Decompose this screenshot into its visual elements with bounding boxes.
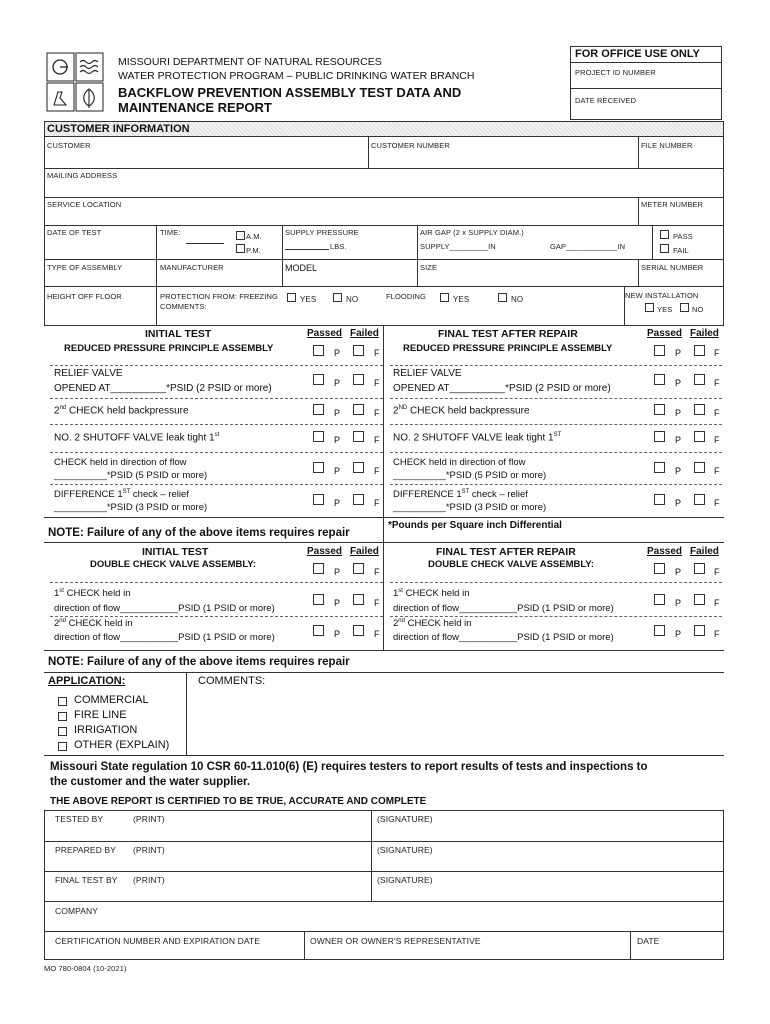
rp-assembly-heading-initial: REDUCED PRESSURE PRINCIPLE ASSEMBLY — [64, 343, 274, 354]
project-id-label: PROJECT ID NUMBER — [575, 68, 656, 77]
pm-label: P.M. — [246, 246, 261, 255]
new-installation-label: NEW INSTALLATION — [625, 291, 699, 300]
p-label: P — [334, 378, 341, 388]
protection-comments-label: COMMENTS: — [160, 302, 207, 311]
dc-second-final-pass-checkbox[interactable] — [654, 625, 665, 636]
f-label: F — [714, 567, 720, 577]
serial-number-label: SERIAL NUMBER — [641, 263, 704, 272]
pounds-note: *Pounds per Square inch Differential — [388, 520, 562, 531]
check-direction-initial-pass-checkbox[interactable] — [313, 462, 324, 473]
p-label: P — [334, 598, 341, 608]
difference-final-fail-checkbox[interactable] — [694, 494, 705, 505]
ordinal-number: 2 — [54, 618, 60, 630]
rp-failed-heading-final: Failed — [690, 328, 719, 339]
tested-by-print-label: (PRINT) — [133, 814, 165, 824]
p-label: P — [675, 629, 682, 639]
psid5-final: __________*PSID (5 PSID or more) — [393, 470, 547, 481]
customer-field[interactable] — [45, 150, 367, 167]
dc-direction2-final: direction of flow___________PSID (1 PSID or more) — [393, 632, 614, 643]
shutoff-final-pass-checkbox[interactable] — [654, 431, 665, 442]
ordinal-number: 2 — [393, 618, 399, 630]
final-test-by-signature-label: (SIGNATURE) — [377, 875, 433, 885]
f-label: F — [374, 435, 380, 445]
p-label: P — [334, 435, 341, 445]
rp-passed-heading-final: Passed — [647, 328, 683, 339]
difference-text: DIFFERENCE 1 — [54, 489, 123, 501]
freezing-yes-label: YES — [300, 295, 317, 304]
difference-initial — [54, 489, 189, 500]
p-label: P — [334, 348, 341, 358]
application-comments-label: COMMENTS: — [198, 675, 266, 687]
ordinal-number: 1 — [54, 588, 60, 600]
application-comments-field[interactable] — [188, 690, 722, 753]
psid3-final: __________*PSID (3 PSID or more) — [393, 502, 547, 513]
am-checkbox[interactable] — [236, 231, 245, 240]
flooding-yes-label: YES — [453, 295, 470, 304]
department-name: MISSOURI DEPARTMENT OF NATURAL RESOURCES — [118, 56, 382, 68]
manufacturer-label: MANUFACTURER — [160, 263, 224, 272]
shutoff-initial-fail-checkbox[interactable] — [353, 431, 364, 442]
dc-failed-heading-initial: Failed — [350, 546, 379, 557]
dc-assembly-heading-final: DOUBLE CHECK VALVE ASSEMBLY: — [428, 559, 595, 570]
p-label: P — [675, 598, 682, 608]
regulation-line1: Missouri State regulation 10 CSR 60-11.010(6) (E) requires testers to report results of tests and inspections to — [50, 761, 648, 773]
p-label: P — [334, 498, 341, 508]
check-text: CHECK held in — [405, 588, 470, 600]
f-label: F — [374, 498, 380, 508]
p-label: P — [675, 348, 682, 358]
relief-valve-initial: RELIEF VALVE — [54, 368, 123, 379]
fire-line-label: FIRE LINE — [74, 709, 127, 721]
airgap-fail-checkbox[interactable] — [660, 244, 669, 253]
ordinal-suffix: ND — [398, 405, 408, 411]
dc-second-initial-pass-checkbox[interactable] — [313, 625, 324, 636]
difference-initial-fail-checkbox[interactable] — [353, 494, 364, 505]
dc-initial-header-fail-checkbox[interactable] — [353, 563, 364, 574]
final-test-by-label: FINAL TEST BY — [55, 875, 118, 885]
program-name: WATER PROTECTION PROGRAM – PUBLIC DRINKING WATER BRANCH — [118, 70, 475, 82]
second-check-text: CHECK held backpressure — [69, 405, 189, 417]
flooding-no-label: NO — [511, 295, 524, 304]
rp-final-header-pass-checkbox[interactable] — [654, 345, 665, 356]
irrigation-label: IRRIGATION — [74, 724, 138, 736]
customer-label: CUSTOMER — [47, 141, 91, 150]
customer-info-heading: CUSTOMER INFORMATION — [47, 123, 190, 135]
shutoff-text: NO. 2 SHUTOFF VALVE leak tight 1 — [54, 432, 215, 444]
tested-by-label: TESTED BY — [55, 814, 104, 824]
difference-final-pass-checkbox[interactable] — [654, 494, 665, 505]
form-title-line2: MAINTENANCE REPORT — [118, 100, 272, 115]
check-text: CHECK held in — [66, 588, 131, 600]
second-check-initial-fail-checkbox[interactable] — [353, 404, 364, 415]
ordinal-suffix: ST — [461, 489, 470, 495]
p-label: P — [334, 567, 341, 577]
dnr-logo — [46, 52, 104, 112]
rp-assembly-heading-final: REDUCED PRESSURE PRINCIPLE ASSEMBLY — [403, 343, 613, 354]
fire-line-checkbox[interactable] — [58, 712, 67, 721]
new-install-no-label: NO — [692, 305, 704, 314]
new-install-yes-checkbox[interactable] — [645, 303, 654, 312]
shutoff-initial-pass-checkbox[interactable] — [313, 431, 324, 442]
rp-initial-header-fail-checkbox[interactable] — [353, 345, 364, 356]
time-label: TIME: — [160, 228, 181, 237]
difference-initial-pass-checkbox[interactable] — [313, 494, 324, 505]
commercial-checkbox[interactable] — [58, 697, 67, 706]
p-label: P — [675, 408, 682, 418]
prepared-by-signature-label: (SIGNATURE) — [377, 845, 433, 855]
cert-number-label: CERTIFICATION NUMBER AND EXPIRATION DATE — [55, 936, 261, 946]
customer-number-label: CUSTOMER NUMBER — [371, 141, 450, 150]
rp-final-header-fail-checkbox[interactable] — [694, 345, 705, 356]
f-label: F — [374, 567, 380, 577]
dc-first-check-initial — [54, 588, 131, 599]
supply-pressure-label: SUPPLY PRESSURE — [285, 228, 359, 237]
difference-rest: check – relief — [469, 489, 528, 501]
second-check-initial — [54, 405, 189, 416]
shutoff-initial — [54, 432, 219, 443]
freezing-yes-checkbox[interactable] — [287, 293, 296, 302]
difference-rest: check – relief — [130, 489, 189, 501]
ordinal-number: 2 — [393, 405, 399, 417]
rp-repair-note: NOTE: Failure of any of the above items requires repair — [48, 527, 350, 539]
rp-final-test-heading: FINAL TEST AFTER REPAIR — [438, 328, 578, 340]
dc-final-test-heading: FINAL TEST AFTER REPAIR — [436, 546, 576, 558]
ordinal-suffix: st — [59, 588, 64, 594]
p-label: P — [675, 498, 682, 508]
model-label: MODEL — [285, 263, 318, 273]
ordinal-suffix: st — [398, 588, 403, 594]
ordinal-suffix: nd — [59, 618, 66, 624]
dc-second-final-fail-checkbox[interactable] — [694, 625, 705, 636]
ordinal-number: 1 — [393, 588, 399, 600]
second-check-text: CHECK held backpressure — [410, 405, 530, 417]
dc-failed-heading-final: Failed — [690, 546, 719, 557]
height-off-floor-label: HEIGHT OFF FLOOR — [47, 292, 122, 301]
final-test-by-field[interactable] — [46, 886, 369, 900]
flooding-yes-checkbox[interactable] — [440, 293, 449, 302]
tested-by-signature-label: (SIGNATURE) — [377, 814, 433, 824]
f-label: F — [374, 466, 380, 476]
other-checkbox[interactable] — [58, 742, 67, 751]
gap-in-label: GAP____________IN — [550, 242, 626, 251]
p-label: P — [675, 567, 682, 577]
dc-first-initial-pass-checkbox[interactable] — [313, 594, 324, 605]
opened-at-final: OPENED AT__________*PSID (2 PSID or more) — [393, 383, 611, 394]
check-direction-final: CHECK held in direction of flow — [393, 457, 526, 468]
f-label: F — [374, 408, 380, 418]
psid3-initial: __________*PSID (3 PSID or more) — [54, 502, 208, 513]
date-received-label: DATE RECEIVED — [575, 96, 637, 105]
owner-rep-label: OWNER OR OWNER'S REPRESENTATIVE — [310, 936, 481, 946]
dc-second-check-initial — [54, 618, 133, 629]
check-text: CHECK held in — [407, 618, 472, 630]
flooding-no-checkbox[interactable] — [498, 293, 507, 302]
difference-final — [393, 489, 528, 500]
ordinal-suffix: ST — [122, 489, 131, 495]
date-of-test-label: DATE OF TEST — [47, 228, 102, 237]
dc-first-initial-fail-checkbox[interactable] — [353, 594, 364, 605]
prepared-by-signature-field[interactable] — [373, 856, 722, 870]
file-number-field[interactable] — [639, 150, 723, 167]
dc-direction1-final: direction of flow___________PSID (1 PSID or more) — [393, 603, 614, 614]
rp-initial-header-pass-checkbox[interactable] — [313, 345, 324, 356]
prepared-by-print-label: (PRINT) — [133, 845, 165, 855]
shutoff-final — [393, 432, 561, 443]
ordinal-suffix: st — [214, 432, 220, 438]
ordinal-number: 2 — [54, 405, 60, 417]
pass-label: PASS — [673, 232, 693, 241]
f-label: F — [374, 629, 380, 639]
p-label: P — [334, 466, 341, 476]
mailing-address-label: MAILING ADDRESS — [47, 171, 118, 180]
second-check-final-fail-checkbox[interactable] — [694, 404, 705, 415]
commercial-label: COMMERCIAL — [74, 694, 149, 706]
f-label: F — [714, 629, 720, 639]
p-label: P — [675, 378, 682, 388]
pm-checkbox[interactable] — [236, 244, 245, 253]
f-label: F — [714, 466, 720, 476]
dc-first-final-fail-checkbox[interactable] — [694, 594, 705, 605]
p-label: P — [334, 629, 341, 639]
dc-direction1-initial: direction of flow___________PSID (1 PSID or more) — [54, 603, 275, 614]
customer-number-field[interactable] — [369, 150, 637, 167]
rp-initial-test-heading: INITIAL TEST — [145, 328, 212, 340]
dc-second-initial-fail-checkbox[interactable] — [353, 625, 364, 636]
company-field[interactable] — [46, 916, 722, 930]
new-install-no-checkbox[interactable] — [680, 303, 689, 312]
service-location-label: SERVICE LOCATION — [47, 200, 122, 209]
dc-initial-test-heading: INITIAL TEST — [142, 546, 209, 558]
tested-by-signature-field[interactable] — [373, 826, 722, 840]
relief-valve-final: RELIEF VALVE — [393, 368, 462, 379]
dc-final-header-fail-checkbox[interactable] — [694, 563, 705, 574]
relief-initial-pass-checkbox[interactable] — [313, 374, 324, 385]
protection-freezing-label: PROTECTION FROM: FREEZING — [160, 292, 278, 301]
final-test-by-signature-field[interactable] — [373, 886, 722, 900]
freezing-no-checkbox[interactable] — [333, 293, 342, 302]
size-label: SIZE — [420, 263, 438, 272]
service-location-field[interactable] — [45, 208, 637, 224]
regulation-line2: the customer and the water supplier. — [50, 776, 251, 788]
difference-text: DIFFERENCE 1 — [393, 489, 462, 501]
rp-passed-heading-initial: Passed — [307, 328, 343, 339]
check-direction-initial: CHECK held in direction of flow — [54, 457, 187, 468]
f-label: F — [714, 498, 720, 508]
prepared-by-field[interactable] — [46, 856, 369, 870]
ordinal-suffix: nd — [398, 618, 405, 624]
air-gap-label: AIR GAP (2 x SUPPLY DIAM.) — [420, 228, 524, 237]
office-use-heading: FOR OFFICE USE ONLY — [575, 48, 700, 60]
dc-repair-note: NOTE: Failure of any of the above items requires repair — [48, 656, 350, 668]
new-install-yes-label: YES — [657, 305, 673, 314]
shutoff-text: NO. 2 SHUTOFF VALVE leak tight 1 — [393, 432, 554, 444]
f-label: F — [714, 348, 720, 358]
date-label: DATE — [637, 936, 660, 946]
check-direction-final-pass-checkbox[interactable] — [654, 462, 665, 473]
dc-direction2-initial: direction of flow___________PSID (1 PSID or more) — [54, 632, 275, 643]
lbs-label: LBS. — [330, 242, 347, 251]
freezing-no-label: NO — [346, 295, 359, 304]
second-check-final — [393, 405, 530, 416]
second-check-initial-pass-checkbox[interactable] — [313, 404, 324, 415]
f-label: F — [374, 378, 380, 388]
p-label: P — [675, 466, 682, 476]
meter-number-label: METER NUMBER — [641, 200, 704, 209]
prepared-by-label: PREPARED BY — [55, 845, 116, 855]
f-label: F — [374, 348, 380, 358]
f-label: F — [714, 598, 720, 608]
relief-initial-fail-checkbox[interactable] — [353, 374, 364, 385]
f-label: F — [714, 378, 720, 388]
p-label: P — [334, 408, 341, 418]
dc-passed-heading-initial: Passed — [307, 546, 343, 557]
f-label: F — [374, 598, 380, 608]
f-label: F — [714, 408, 720, 418]
relief-final-pass-checkbox[interactable] — [654, 374, 665, 385]
flooding-label: FLOODING — [386, 292, 426, 301]
dc-initial-header-pass-checkbox[interactable] — [313, 563, 324, 574]
dc-first-final-pass-checkbox[interactable] — [654, 594, 665, 605]
supply-in-label: SUPPLY_________IN — [420, 242, 496, 251]
relief-final-fail-checkbox[interactable] — [694, 374, 705, 385]
second-check-final-pass-checkbox[interactable] — [654, 404, 665, 415]
dc-assembly-heading-initial: DOUBLE CHECK VALVE ASSEMBLY: — [90, 559, 257, 570]
dc-first-check-final — [393, 588, 470, 599]
shutoff-final-fail-checkbox[interactable] — [694, 431, 705, 442]
final-test-by-print-label: (PRINT) — [133, 875, 165, 885]
tested-by-field[interactable] — [46, 826, 369, 840]
form-title-line1: BACKFLOW PREVENTION ASSEMBLY TEST DATA AND — [118, 85, 462, 100]
type-of-assembly-label: TYPE OF ASSEMBLY — [47, 263, 123, 272]
p-label: P — [675, 435, 682, 445]
dc-final-header-pass-checkbox[interactable] — [654, 563, 665, 574]
application-heading: APPLICATION: — [48, 675, 126, 687]
f-label: F — [714, 435, 720, 445]
psid5-initial: __________*PSID (5 PSID or more) — [54, 470, 208, 481]
opened-at-initial: OPENED AT__________*PSID (2 PSID or more) — [54, 383, 272, 394]
mailing-address-field[interactable] — [45, 180, 723, 196]
check-direction-initial-fail-checkbox[interactable] — [353, 462, 364, 473]
certification-statement: THE ABOVE REPORT IS CERTIFIED TO BE TRUE, ACCURATE AND COMPLETE — [50, 796, 427, 807]
file-number-label: FILE NUMBER — [641, 141, 693, 150]
dc-second-check-final — [393, 618, 472, 629]
company-label: COMPANY — [55, 906, 99, 916]
form-number: MO 780-0804 (10-2021) — [44, 964, 127, 973]
rp-failed-heading-initial: Failed — [350, 328, 379, 339]
check-text: CHECK held in — [68, 618, 133, 630]
ordinal-suffix: ST — [553, 432, 562, 438]
irrigation-checkbox[interactable] — [58, 727, 67, 736]
dc-passed-heading-final: Passed — [647, 546, 683, 557]
fail-label: FAIL — [673, 246, 689, 255]
ordinal-suffix: nd — [59, 405, 67, 411]
airgap-pass-checkbox[interactable] — [660, 230, 669, 239]
other-label: OTHER (EXPLAIN) — [74, 739, 170, 751]
check-direction-final-fail-checkbox[interactable] — [694, 462, 705, 473]
am-label: A.M. — [246, 232, 262, 241]
